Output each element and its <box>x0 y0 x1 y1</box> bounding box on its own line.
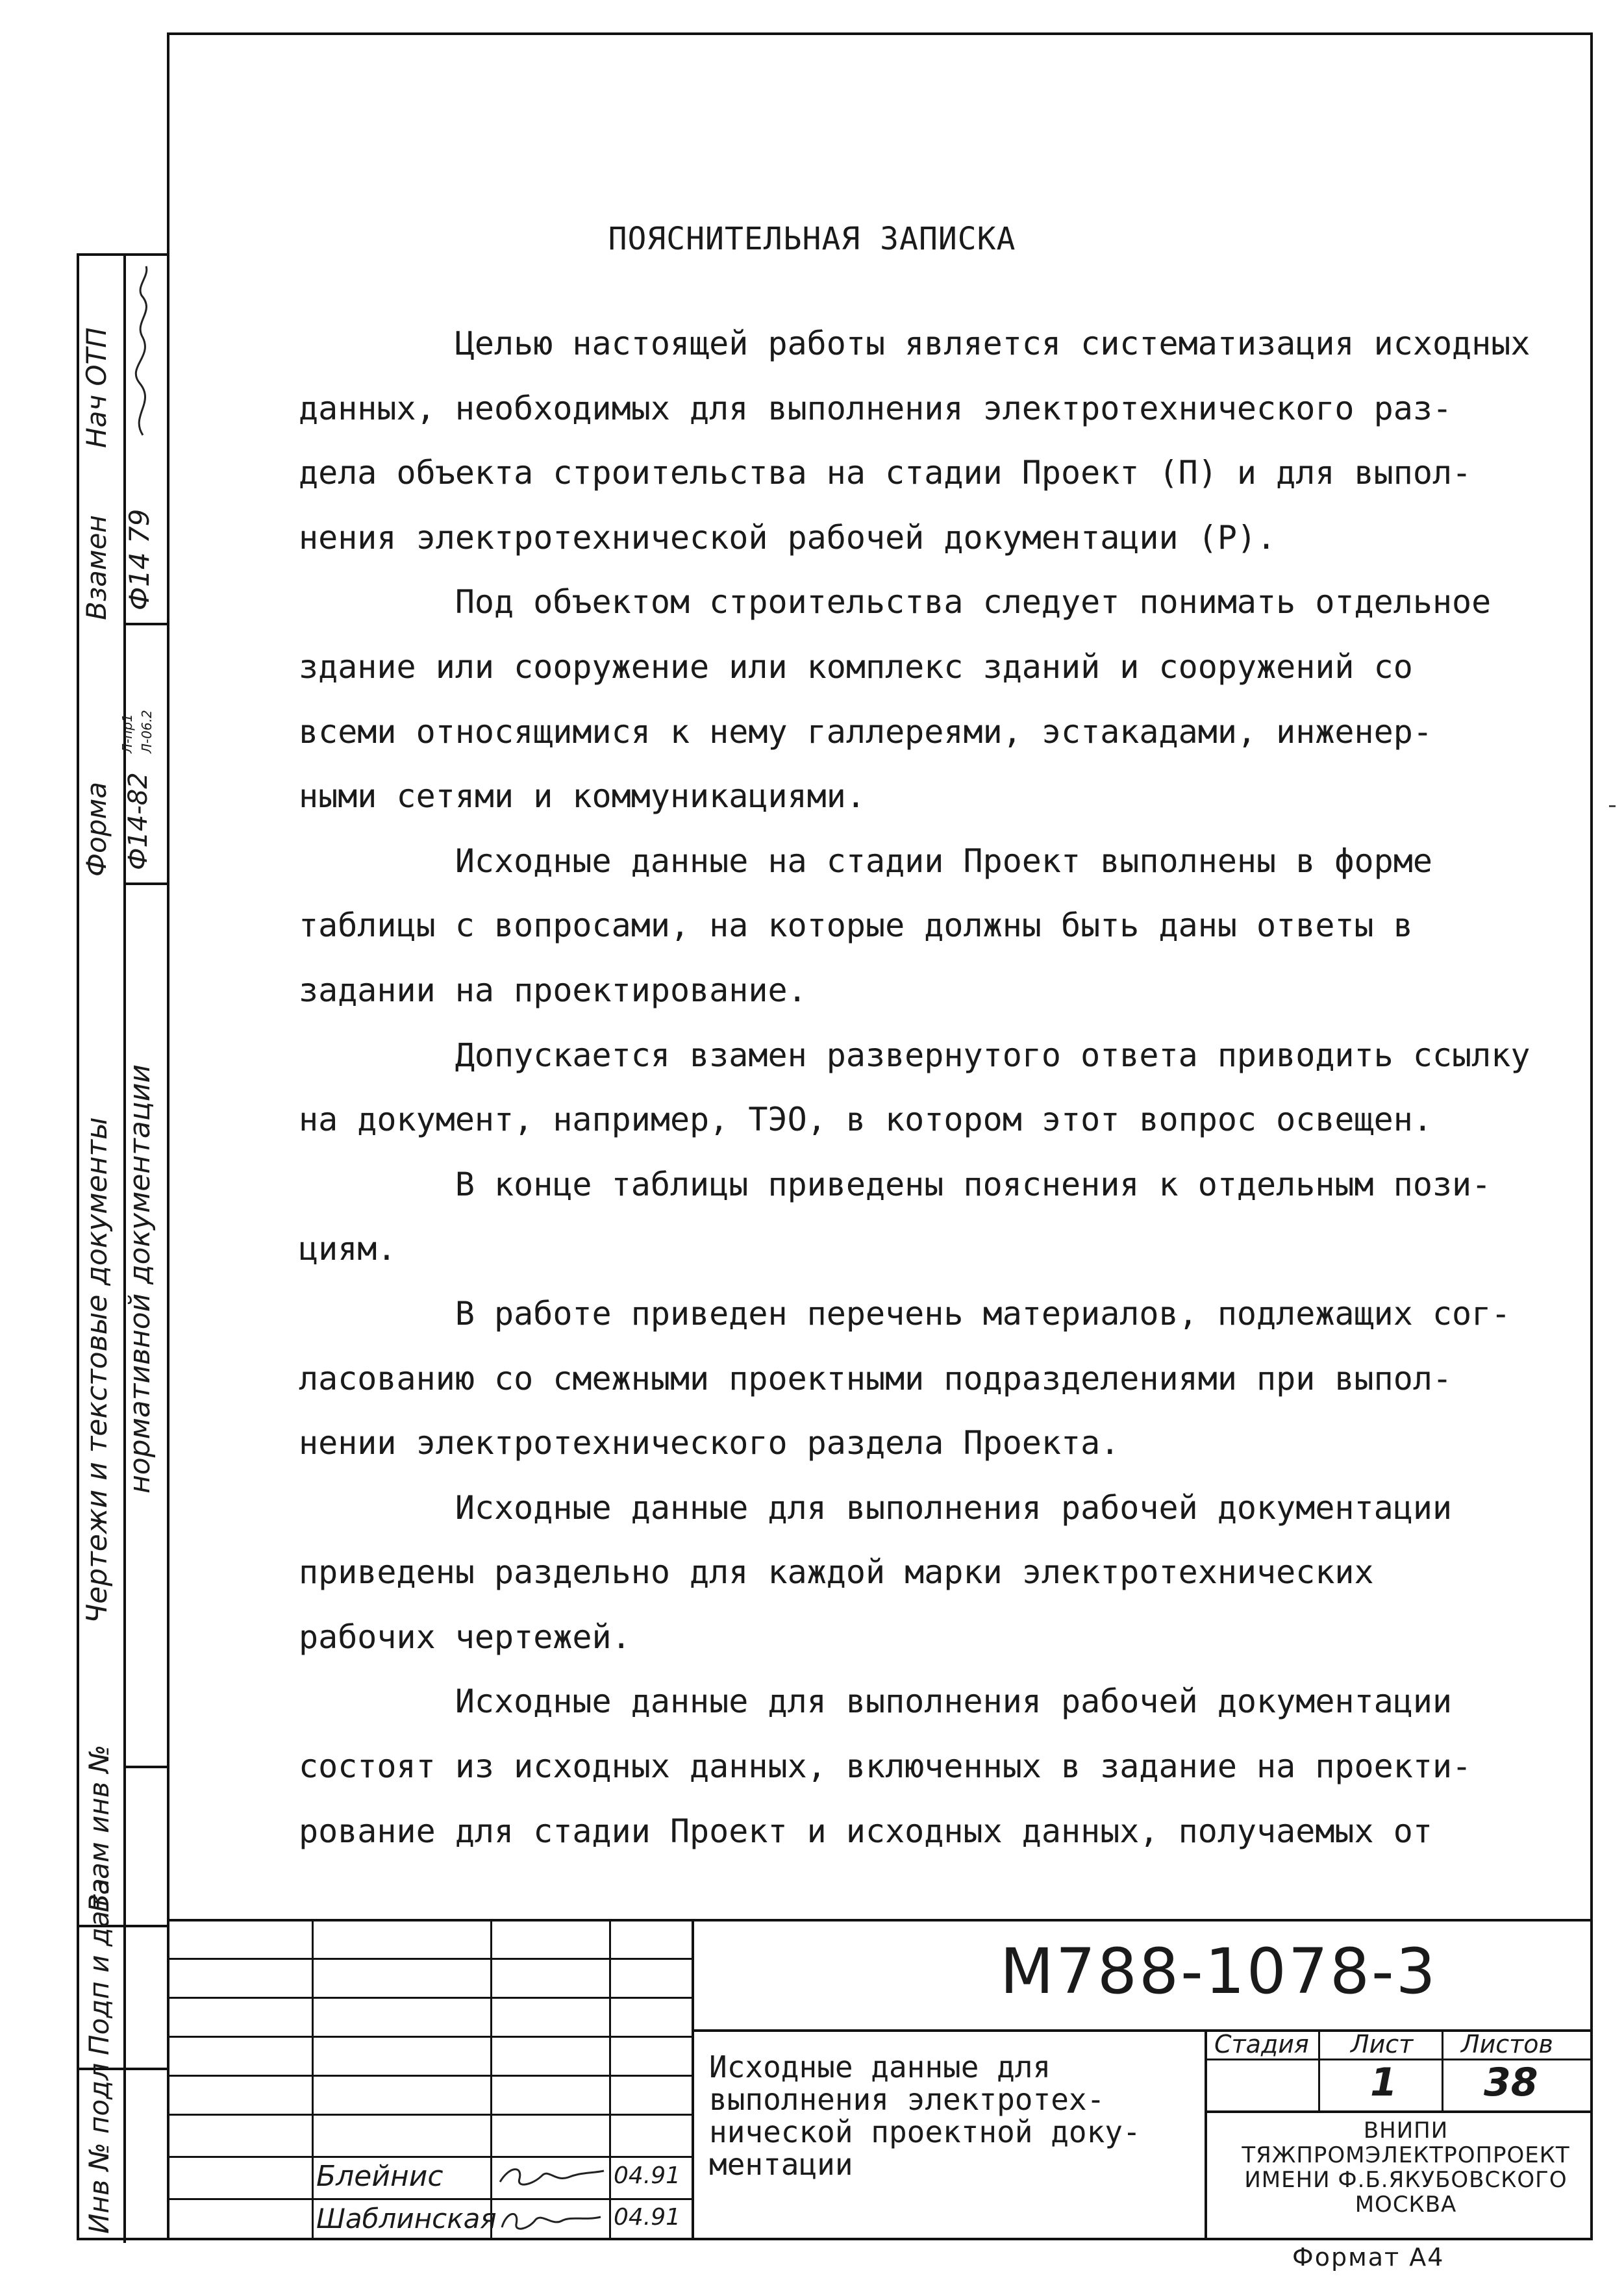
side-value-forma-note-top: Л-пр1 <box>119 714 135 753</box>
text-line: рабочих чертежей. <box>299 1618 631 1656</box>
signer-date: 04.91 <box>614 2162 681 2189</box>
text-line: на документ, например, ТЭО, в котором этот вопрос освещен. <box>299 1101 1432 1139</box>
text-line: состоят из исходных данных, включенных в задание на проекти- <box>299 1747 1472 1786</box>
side-divider <box>123 882 169 885</box>
sheets-header: Листов <box>1461 2030 1553 2059</box>
tb-rule <box>692 1919 694 2240</box>
tb-rule <box>167 2036 692 2038</box>
text-line: приведены раздельно для каждой марки электротехнических <box>299 1553 1374 1592</box>
organization <box>1214 2118 1597 2217</box>
sheet-value: 1 <box>1370 2060 1397 2105</box>
tb-rule <box>167 2198 692 2200</box>
text-line: здание или сооружение или комплекс зданий и сооружений со <box>299 647 1413 686</box>
side-label-vzam-inv: Взам инв № <box>83 1744 115 1912</box>
text-line: нении электротехнического раздела Проекта. <box>299 1424 1120 1462</box>
paragraph <box>299 312 1532 1864</box>
side-divider <box>123 623 169 625</box>
signature-icon <box>497 2159 607 2195</box>
tb-rule <box>167 2156 692 2158</box>
side-header-forma: Форма <box>81 782 112 877</box>
text-line: дела объекта строительства на стадии Проект (П) и для выпол- <box>299 454 1472 492</box>
side-header-nach-otp: Нач ОТП <box>81 327 112 448</box>
text-line: Исходные данные для выполнения рабочей документации <box>299 1683 1453 1721</box>
tb-rule <box>1205 2029 1207 2240</box>
doc-name-line: выполнения электротех- <box>709 2082 1105 2117</box>
side-value-forma: Ф14-82 <box>123 772 153 870</box>
doc-name-line: нической проектной доку- <box>709 2114 1141 2149</box>
text-line: ными сетями и коммуникациями. <box>299 777 866 816</box>
text-line: рование для стадии Проект и исходных данных, получаемых от <box>299 1812 1432 1850</box>
text-line: Допускается взамен развернутого ответа приводить ссылку <box>299 1036 1530 1074</box>
side-long-label-1: Чертежи и текстовые документы <box>81 1117 114 1623</box>
text-line: ласованию со смежными проектными подразделениями при выпол- <box>299 1359 1453 1397</box>
text-line: нения электротехнической рабочей документации (Р). <box>299 518 1277 557</box>
page-title: ПОЯСНИТЕЛЬНАЯ ЗАПИСКА <box>608 221 1016 257</box>
side-value-vzamen: Ф14 79 <box>123 508 155 610</box>
tb-rule <box>1318 2029 1320 2110</box>
text-line: данных, необходимых для выполнения электротехнического раз- <box>299 389 1453 427</box>
signer-name: Шаблинская <box>316 2203 497 2234</box>
tb-rule <box>692 2029 1593 2032</box>
signer-date: 04.91 <box>614 2204 681 2231</box>
text-line: В работе приведен перечень материалов, подлежащих сог- <box>299 1294 1511 1333</box>
text-line: задании на проектирование. <box>299 971 807 1009</box>
document-name <box>709 2051 1141 2181</box>
side-divider <box>123 1766 169 1768</box>
text-line: В конце таблицы приведены пояснения к отдельным пози- <box>299 1165 1492 1203</box>
sheet-header: Лист <box>1351 2030 1414 2059</box>
org-line: ВНИПИ <box>1363 2118 1449 2144</box>
tb-rule <box>167 1919 1593 1921</box>
side-label-inv-podl: Инв № подл <box>83 2062 115 2234</box>
text-line: Исходные данные для выполнения рабочей документации <box>299 1488 1453 1527</box>
doc-name-line: Исходные данные для <box>709 2049 1051 2084</box>
tb-rule <box>1442 2029 1443 2110</box>
text-line: таблицы с вопросами, на которые должны быть даны ответы в <box>299 907 1413 945</box>
text-line: всеми относящимися к нему галлереями, эстакадами, инженер- <box>299 712 1432 751</box>
tb-rule <box>1205 2110 1593 2113</box>
side-long-label-2: нормативной документации <box>123 1064 156 1494</box>
tb-rule <box>167 2075 692 2077</box>
text-line: Исходные данные на стадии Проект выполнены в форме <box>299 842 1432 880</box>
tb-rule <box>490 1919 492 2240</box>
signature-icon <box>497 2201 607 2237</box>
side-value-forma-note-bottom: Л-06.2 <box>139 710 155 753</box>
stage-header: Стадия <box>1214 2030 1309 2059</box>
org-line: ТЯЖПРОМЭЛЕКТРОПРОЕКТ <box>1242 2142 1570 2168</box>
org-line: ИМЕНИ Ф.Б.ЯКУБОВСКОГО <box>1244 2167 1568 2193</box>
signature-icon <box>123 260 162 442</box>
doc-name-line: ментации <box>709 2147 853 2182</box>
text-line: Целью настоящей работы является систематизация исходных <box>299 325 1530 362</box>
document-code: М788-1078-3 <box>1000 1935 1438 2008</box>
tb-rule <box>167 1997 692 1999</box>
sheets-value: 38 <box>1484 2060 1538 2105</box>
tb-rule <box>312 1919 314 2240</box>
margin-mark <box>1609 805 1616 807</box>
tb-rule <box>609 1919 611 2240</box>
text-line: циям. <box>299 1230 397 1268</box>
side-label-podp-data: Подп и дата <box>83 1878 115 2055</box>
format-label: Формат А4 <box>1292 2243 1445 2272</box>
tb-rule <box>167 2114 692 2116</box>
signer-name: Блейнис <box>316 2160 443 2193</box>
side-header-vzamen: Взамен <box>81 515 112 620</box>
org-line: МОСКВА <box>1355 2192 1457 2218</box>
tb-rule <box>167 1958 692 1960</box>
text-line: Под объектом строительства следует понимать отдельное <box>299 583 1492 621</box>
